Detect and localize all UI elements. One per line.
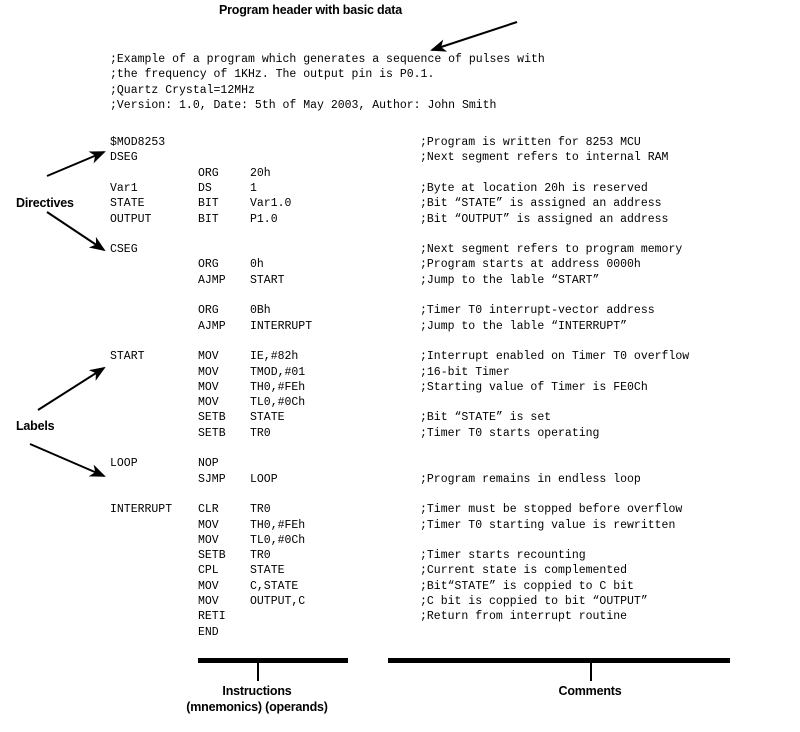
listing-comment: ;Timer must be stopped before overflow	[420, 503, 683, 517]
listing-label: INTERRUPT	[110, 503, 173, 517]
caption-instructions-line1: Instructions	[222, 684, 292, 698]
listing-mnemonic: BIT	[198, 212, 219, 226]
comments-tick	[590, 663, 592, 681]
listing-operand: TL0,#0Ch	[250, 396, 306, 410]
listing-comment: ;Timer T0 starts operating	[420, 426, 600, 440]
arrow-directives-cseg	[47, 212, 104, 250]
listing-operand: TH0,#FEh	[250, 380, 306, 394]
listing-comment: ;Jump to the lable “START”	[420, 273, 600, 287]
arrow-labels-start	[38, 368, 104, 410]
listing-mnemonic: ORG	[198, 166, 219, 180]
listing-mnemonic: DS	[198, 181, 212, 195]
listing-mnemonic: ORG	[198, 304, 219, 318]
listing-mnemonic: RETI	[198, 610, 226, 624]
listing-comment: ;Starting value of Timer is FE0Ch	[420, 380, 648, 394]
listing-mnemonic: MOV	[198, 579, 219, 593]
listing-comment: ;Program is written for 8253 MCU	[420, 136, 641, 149]
listing-mnemonic: ORG	[198, 258, 219, 272]
listing-mnemonic: MOV	[198, 533, 219, 547]
listing-mnemonic: MOV	[198, 518, 219, 532]
listing-mnemonic: SETB	[198, 426, 226, 440]
listing-operand: C,STATE	[250, 579, 299, 593]
listing-label: $MOD8253	[110, 136, 166, 149]
caption-instructions-line2: (mnemonics) (operands)	[186, 700, 328, 714]
listing-mnemonic: BIT	[198, 197, 219, 211]
listing-mnemonic: AJMP	[198, 273, 226, 287]
listing-operand: 1	[250, 181, 257, 195]
listing-label: START	[110, 350, 145, 364]
listing-comment: ;Next segment refers to internal RAM	[420, 151, 669, 165]
listing-label: STATE	[110, 197, 145, 211]
listing-comment: ;Program remains in endless loop	[420, 472, 641, 486]
listing-comment: ;Current state is complemented	[420, 564, 628, 578]
listing-operand: INTERRUPT	[250, 319, 313, 333]
listing-operand: Var1.0	[250, 197, 292, 211]
listing-label: LOOP	[110, 457, 138, 471]
listing-comment: ;Interrupt enabled on Timer T0 overflow	[420, 350, 690, 364]
listing-mnemonic: MOV	[198, 365, 219, 379]
comments-bar	[388, 658, 730, 663]
listing-operand: 0Bh	[250, 304, 271, 318]
listing-comment: ;Timer T0 starting value is rewritten	[420, 518, 676, 532]
listing-operand: 0h	[250, 258, 264, 272]
listing-operand: 20h	[250, 166, 271, 180]
listing-label: DSEG	[110, 151, 138, 165]
listing-mnemonic: AJMP	[198, 319, 226, 333]
callout-directives: Directives	[16, 196, 74, 210]
listing-operand: TMOD,#01	[250, 365, 306, 379]
listing-operand: TR0	[250, 503, 271, 517]
listing-comment: ;C bit is coppied to bit “OUTPUT”	[420, 595, 648, 608]
listing-operand: TR0	[250, 549, 271, 563]
listing-comment: ;Bit “OUTPUT” is assigned an address	[420, 212, 669, 226]
listing-mnemonic: MOV	[198, 380, 219, 394]
listing-operand: STATE	[250, 564, 285, 578]
listing-mnemonic: CLR	[198, 503, 219, 517]
listing-comment: ;16-bit Timer	[420, 365, 510, 379]
listing-comment: ;Bit “STATE” is set	[420, 411, 552, 425]
listing-comment: ;Timer T0 interrupt-vector address	[420, 304, 655, 318]
listing-comment: ;Return from interrupt routine	[420, 610, 628, 624]
header-comment-text: ;the frequency of 1KHz. The output pin is P0.1.	[110, 68, 435, 82]
arrow-directives-dseg	[47, 152, 104, 176]
listing-operand: TH0,#FEh	[250, 518, 306, 532]
listing-label: OUTPUT	[110, 212, 152, 226]
callout-labels: Labels	[16, 419, 55, 433]
listing-mnemonic: END	[198, 625, 219, 639]
listing-comment: ;Bit “STATE” is assigned an address	[420, 197, 662, 211]
listing-mnemonic: MOV	[198, 396, 219, 410]
listing-comment: ;Next segment refers to program memory	[420, 243, 683, 257]
listing-comment: ;Bit“STATE” is coppied to C bit	[420, 579, 634, 593]
listing-operand: P1.0	[250, 212, 278, 226]
instructions-bar	[198, 658, 348, 663]
listing-comment: ;Byte at location 20h is reserved	[420, 181, 648, 195]
header-comment-text: ;Quartz Crystal=12MHz	[110, 83, 255, 97]
listing-comment: ;Program starts at address 0000h	[420, 258, 641, 272]
caption-comments: Comments	[558, 684, 622, 698]
listing-mnemonic: NOP	[198, 457, 219, 471]
listing-mnemonic: SETB	[198, 549, 226, 563]
instructions-tick	[257, 663, 259, 681]
listing-comment: ;Timer starts recounting	[420, 549, 586, 563]
listing-mnemonic: MOV	[198, 595, 219, 608]
listing-mnemonic: MOV	[198, 350, 219, 364]
listing-operand: OUTPUT,C	[250, 595, 306, 608]
listing-mnemonic: CPL	[198, 564, 219, 578]
callout-program-header: Program header with basic data	[219, 3, 402, 17]
listing-mnemonic: SJMP	[198, 472, 226, 486]
arrow-program-header	[432, 22, 517, 50]
listing-operand: START	[250, 273, 285, 287]
listing-operand: TR0	[250, 426, 271, 440]
listing-operand: LOOP	[250, 472, 278, 486]
listing-label: CSEG	[110, 243, 138, 257]
listing-label: Var1	[110, 181, 138, 195]
header-comment-text: ;Example of a program which generates a sequence of pulses with	[110, 53, 545, 66]
listing-operand: TL0,#0Ch	[250, 533, 306, 547]
listing-mnemonic: SETB	[198, 411, 226, 425]
listing-comment: ;Jump to the lable “INTERRUPT”	[420, 319, 628, 333]
listing-operand: IE,#82h	[250, 350, 299, 364]
header-comment-text: ;Version: 1.0, Date: 5th of May 2003, Author: John Smith	[110, 98, 497, 112]
arrow-labels-loop	[30, 444, 104, 476]
listing-operand: STATE	[250, 411, 285, 425]
